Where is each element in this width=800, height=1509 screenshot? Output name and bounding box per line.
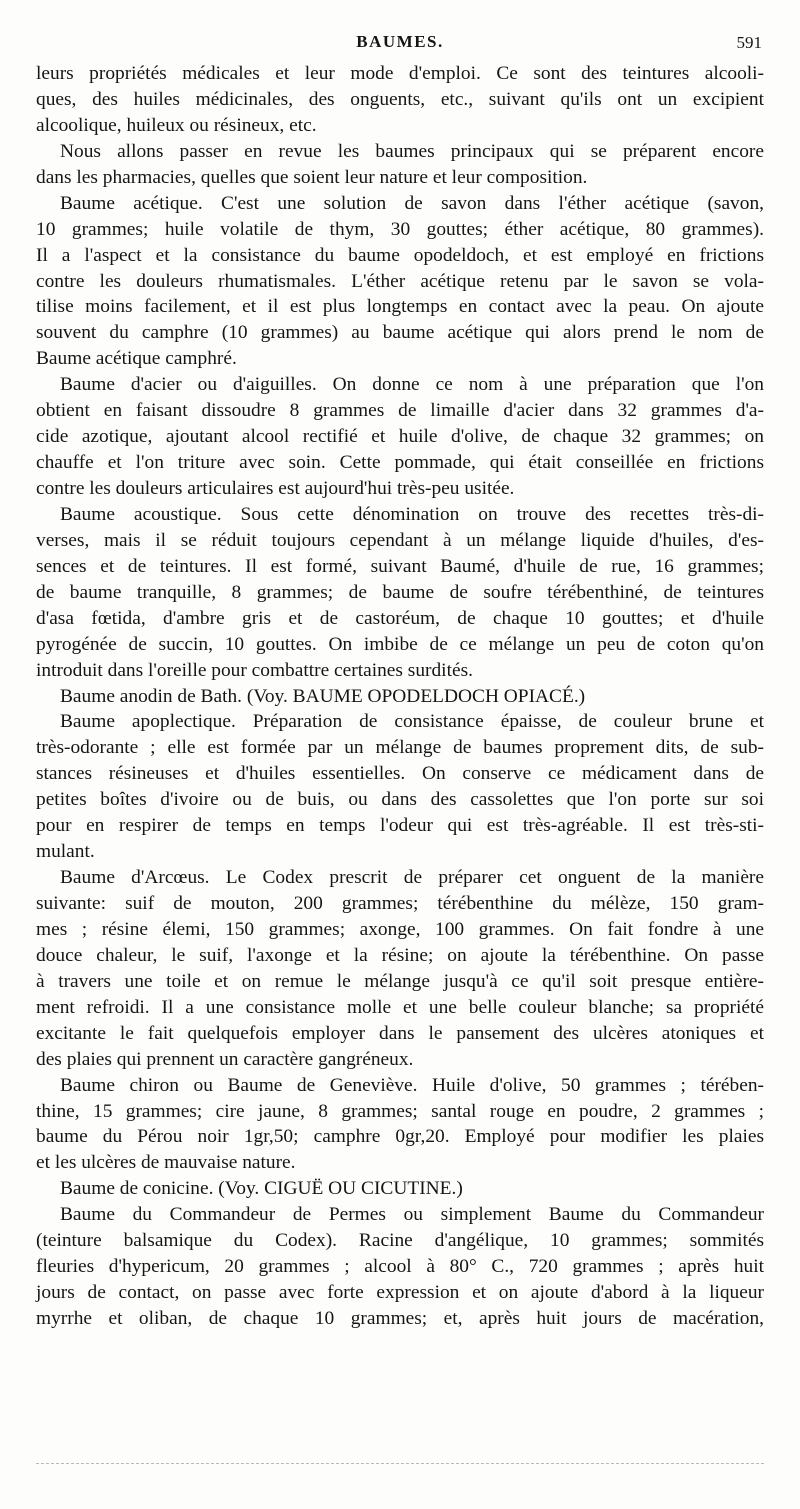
text-line: (teinture balsamique du Codex). Racine d'angélique, 10 grammes; sommités: [36, 1230, 764, 1252]
text-line: et les ulcères de mauvaise nature.: [36, 1152, 296, 1174]
text-line: ques, des huiles médicinales, des onguents, etc., suivant qu'ils ont un excipient: [36, 88, 764, 110]
text-line: pyrogénée de succin, 10 gouttes. On imbibe de ce mélange un peu de coton qu'on: [36, 633, 764, 655]
text-line: jours de contact, on passe avec forte expression et on ajoute d'abord à la liqueur: [36, 1282, 764, 1304]
text-line: mulant.: [36, 841, 95, 863]
text-line: très-odorante ; elle est formée par un mélange de baumes proprement dits, de sub-: [36, 737, 764, 759]
text-line: Baume acoustique. Sous cette dénomination on trouve des recettes très-di-: [60, 503, 764, 525]
running-title: BAUMES.: [356, 32, 444, 51]
text-line: cide azotique, ajoutant alcool rectifié et huile d'olive, de chaque 32 grammes; on: [36, 426, 764, 448]
text-line: fleuries d'hypericum, 20 grammes ; alcool à 80° C., 720 grammes ; après huit: [36, 1256, 764, 1278]
text-line: petites boîtes d'ivoire ou de buis, ou dans des cassolettes que l'on porte sur soi: [36, 789, 764, 811]
text-line: contre les douleurs articulaires est aujourd'hui très-peu usitée.: [36, 478, 515, 499]
text-line: obtient en faisant dissoudre 8 grammes de limaille d'acier dans 32 grammes d'a-: [36, 400, 764, 422]
footer-rule: [36, 1463, 764, 1464]
text-line: introduit dans l'oreille pour combattre certaines surdités.: [36, 659, 473, 681]
text-line: de baume tranquille, 8 grammes; de baume de soufre térébenthiné, de teintures: [36, 581, 764, 603]
text-line: sences et de teintures. Il est formé, suivant Baumé, d'huile de rue, 16 grammes;: [36, 555, 764, 577]
text-line: 10 grammes; huile volatile de thym, 30 gouttes; éther acétique, 80 grammes).: [36, 218, 764, 240]
text-line: Baume d'acier ou d'aiguilles. On donne ce nom à une préparation que l'on: [60, 374, 764, 396]
text-line: excitante le fait quelquefois employer dans le pansement des ulcères atoniques et: [36, 1022, 764, 1044]
text-line: contre les douleurs rhumatismales. L'éther acétique retenu par le savon se vola-: [36, 270, 764, 292]
text-line: Baume anodin de Bath. (Voy. BAUME OPODELDOCH OPIACÉ.): [60, 685, 586, 707]
text-line: suivante: suif de mouton, 200 grammes; térébenthine du mélèze, 150 gram-: [36, 893, 764, 914]
text-line: souvent du camphre (10 grammes) au baume acétique qui alors prend le nom de: [36, 322, 764, 344]
text-line: Baume de conicine. (Voy. CIGUË OU CICUTINE.): [60, 1178, 463, 1200]
text-line: myrrhe et oliban, de chaque 10 grammes; et, après huit jours de macération,: [36, 1308, 764, 1329]
text-line: mes ; résine élemi, 150 grammes; axonge, 100 grammes. On fait fondre à une: [36, 918, 764, 940]
text-line: leurs propriétés médicales et leur mode d'emploi. Ce sont des teintures alcooli-: [36, 63, 764, 84]
text-line: Baume chiron ou Baume de Geneviève. Huile d'olive, 50 grammes ; térében-: [60, 1074, 764, 1096]
text-line: dans les pharmacies, quelles que soient leur nature et leur composition.: [36, 166, 588, 188]
text-line: Il a l'aspect et la consistance du baume opodeldoch, et est employé en frictions: [36, 244, 764, 266]
page-header: [36, 28, 764, 56]
text-line: Baume d'Arcœus. Le Codex prescrit de préparer cet onguent de la manière: [60, 867, 764, 889]
page-number: 591: [736, 33, 762, 52]
text-line: Baume acétique camphré.: [36, 348, 237, 370]
text-line: thine, 15 grammes; cire jaune, 8 grammes; santal rouge en poudre, 2 grammes ;: [36, 1100, 764, 1122]
page-body-text: [36, 61, 764, 1332]
text-line: Baume acétique. C'est une solution de savon dans l'éther acétique (savon,: [60, 192, 764, 214]
text-line: tilise moins facilement, et il est plus longtemps en contact avec la peau. On ajoute: [36, 296, 764, 318]
text-line: verses, mais il se réduit toujours cependant à un mélange liquide d'huiles, d'es-: [36, 529, 764, 551]
text-line: Nous allons passer en revue les baumes principaux qui se préparent encore: [60, 140, 764, 162]
text-line: Baume du Commandeur de Permes ou simplement Baume du Commandeur: [60, 1204, 764, 1226]
text-line: Baume apoplectique. Préparation de consistance épaisse, de couleur brune et: [60, 711, 764, 733]
text-line: ment refroidi. Il a une consistance molle et une belle couleur blanche; sa propriété: [36, 996, 764, 1018]
text-line: stances résineuses et d'huiles essentielles. On conserve ce médicament dans de: [36, 763, 764, 785]
text-line: à travers une toile et on remue le mélange jusqu'à ce qu'il soit presque entière-: [36, 970, 764, 992]
text-line: baume du Pérou noir 1gr,50; camphre 0gr,20. Employé pour modifier les plaies: [36, 1126, 764, 1148]
text-line: chauffe et l'on triture avec soin. Cette pommade, qui était conseillée en frictions: [36, 452, 764, 474]
text-line: alcoolique, huileux ou résineux, etc.: [36, 114, 317, 136]
text-line: pour en respirer de temps en temps l'odeur qui est très-agréable. Il est très-sti-: [36, 815, 764, 837]
text-line: d'asa fœtida, d'ambre gris et de castoréum, de chaque 10 gouttes; et d'huile: [36, 607, 764, 629]
text-line: des plaies qui prennent un caractère gangréneux.: [36, 1048, 414, 1070]
text-line: douce chaleur, le suif, l'axonge et la résine; on ajoute la térébenthine. On passe: [36, 944, 764, 966]
